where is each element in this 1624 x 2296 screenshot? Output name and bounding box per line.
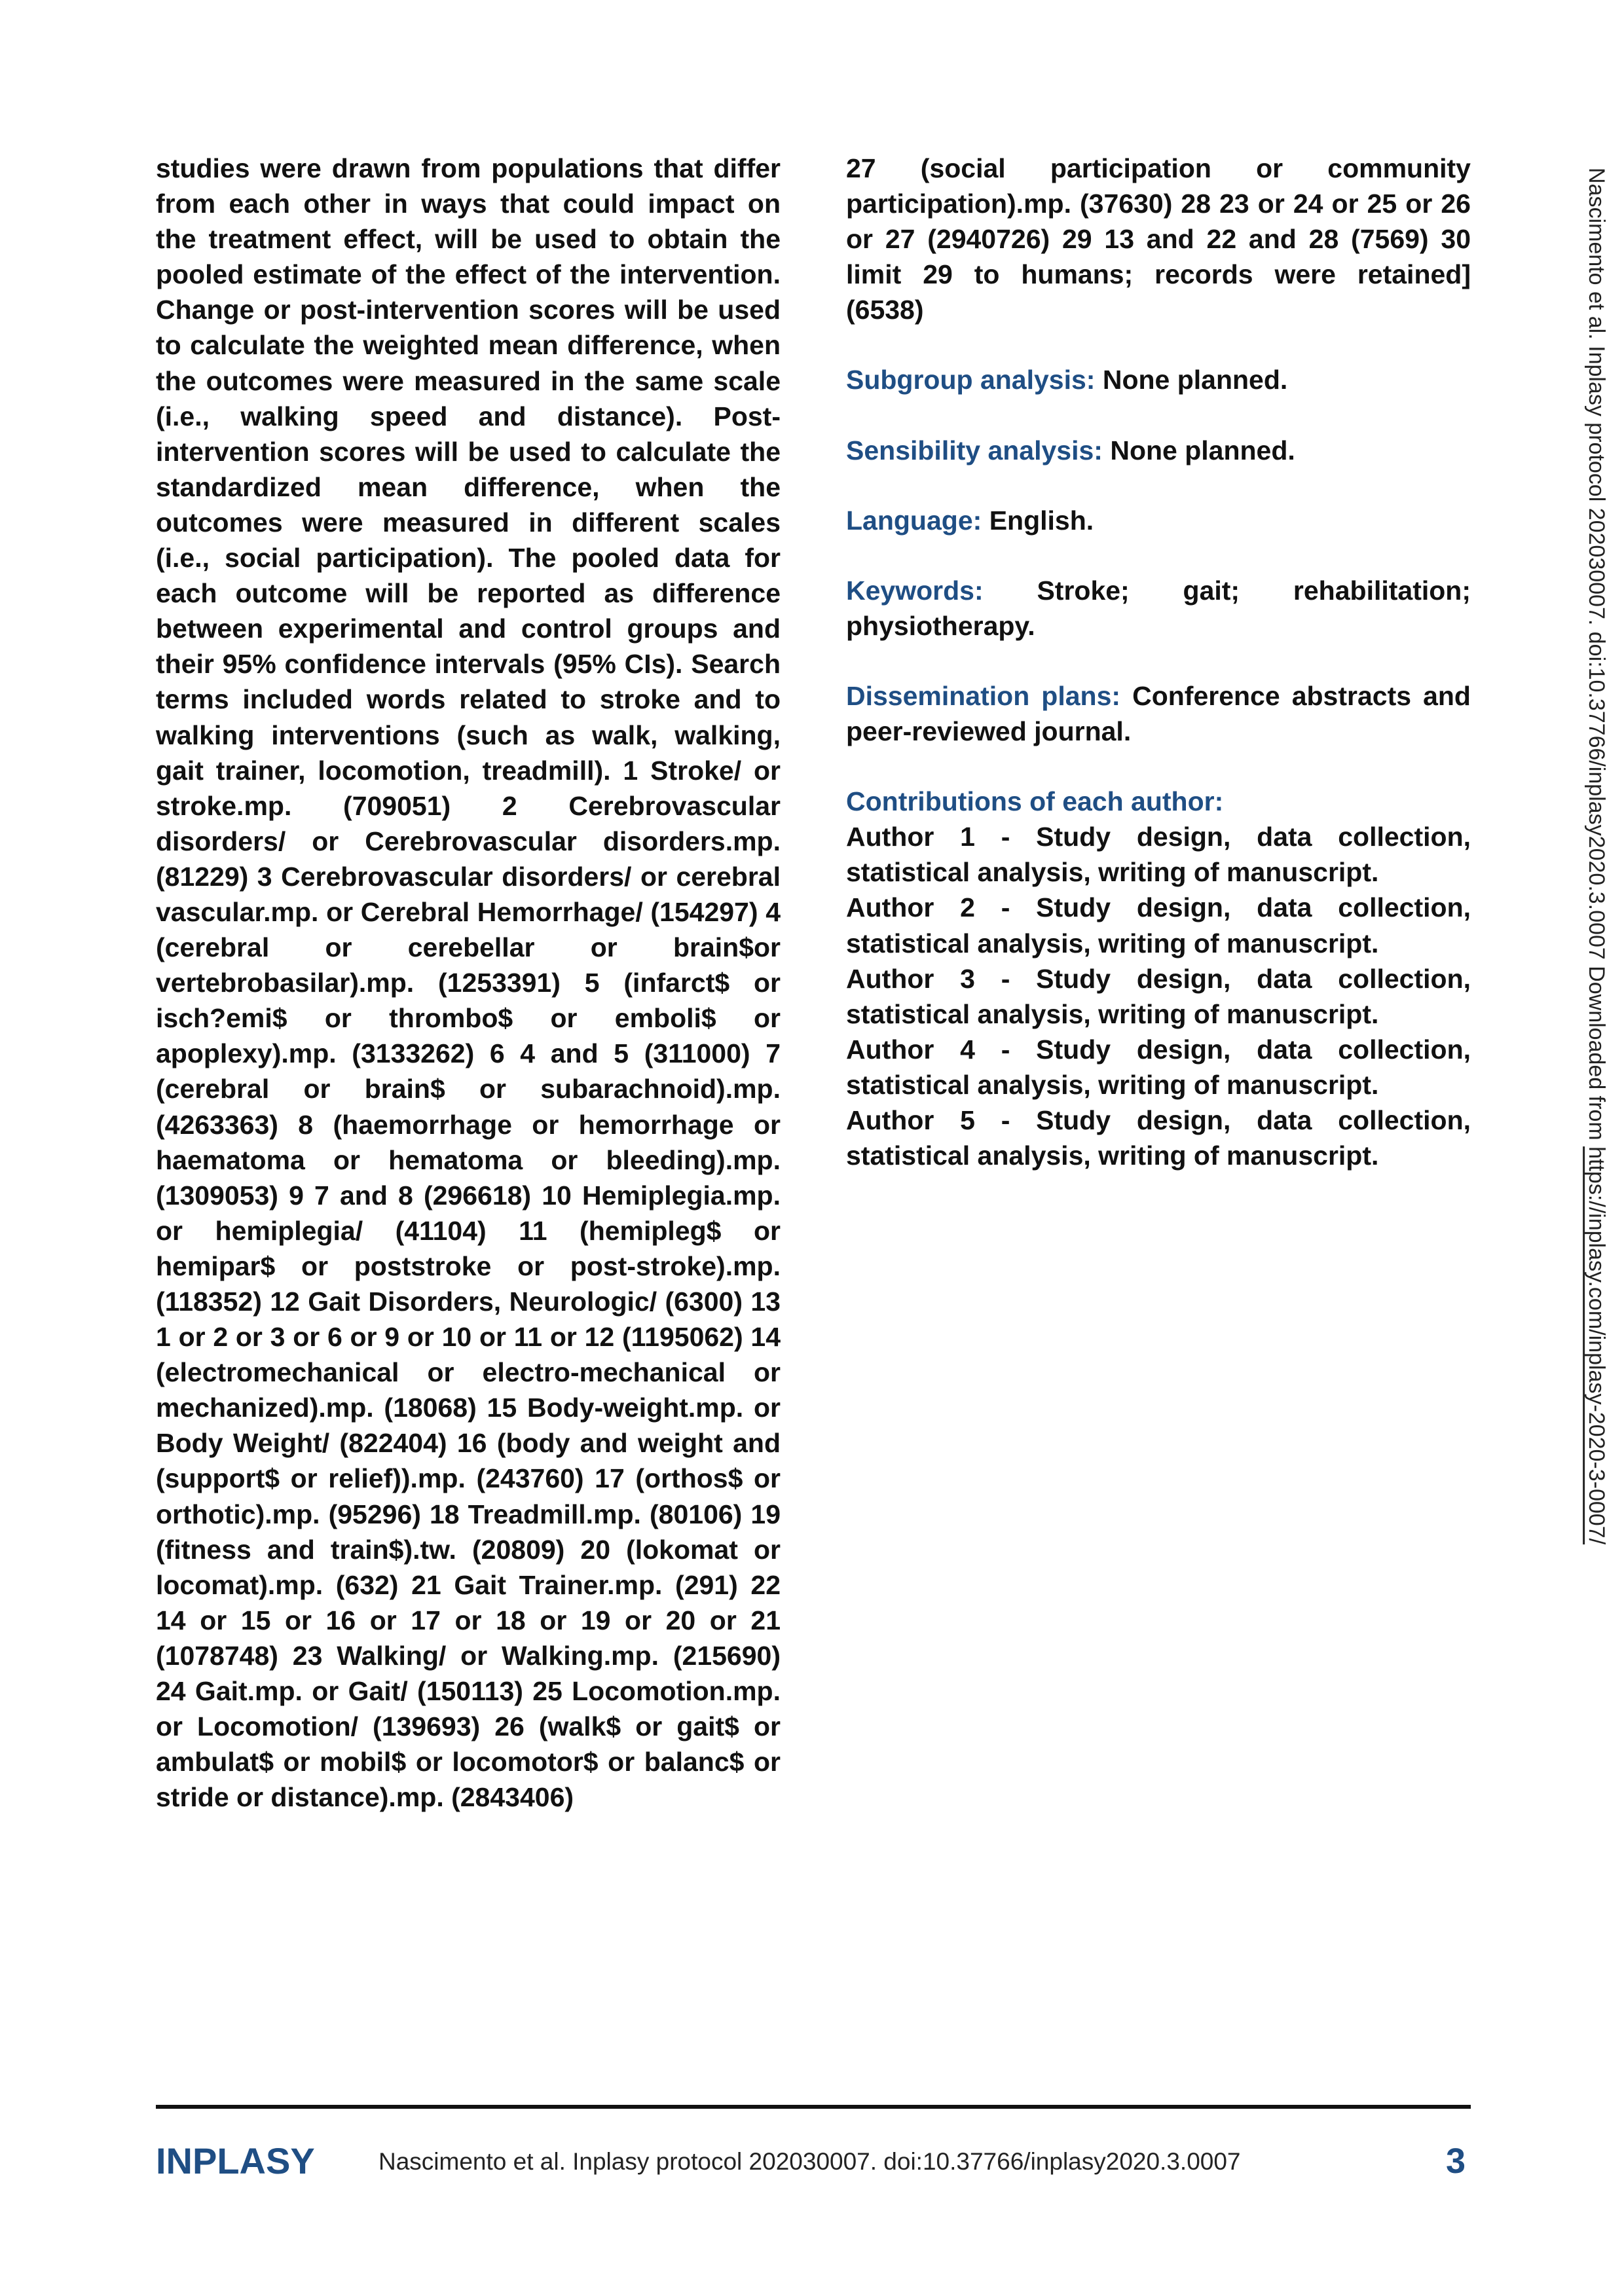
footer-citation: Nascimento et al. Inplasy protocol 202030007. doi:10.37766/inplasy2020.3.0007 bbox=[378, 2148, 1241, 2175]
author-contribution: Author 2 - Study design, data collection, statistical analysis, writing of manuscript. bbox=[846, 892, 1471, 958]
left-column bbox=[156, 151, 781, 1815]
download-link[interactable]: https://inplasy.com/inplasy-2020-3-0007/ bbox=[1584, 1146, 1609, 1545]
page-number: 3 bbox=[1446, 2141, 1466, 2181]
section-value: None planned. bbox=[1102, 435, 1295, 465]
language bbox=[846, 503, 1471, 538]
author-contribution: Author 5 - Study design, data collection, statistical analysis, writing of manuscript. bbox=[846, 1104, 1471, 1171]
section-label: Keywords: bbox=[846, 575, 984, 606]
section-value: English. bbox=[982, 505, 1094, 536]
side-download-note bbox=[1583, 168, 1609, 1544]
author-contribution: Author 3 - Study design, data collection, statistical analysis, writing of manuscript. bbox=[846, 963, 1471, 1029]
section-label: Sensibility analysis: bbox=[846, 435, 1103, 465]
search-strategy-continuation: 27 (social participation or community participation).mp. (37630) 28 23 or 24 or 25 or 26 or 27 (2940726) 29 13 and 22 and 28 (7569) 30 limit 29 to humans; records were retained] (6538) bbox=[846, 153, 1471, 325]
section-label: Subgroup analysis: bbox=[846, 365, 1096, 395]
dissemination-plans bbox=[846, 678, 1471, 749]
section-value: Stroke; gait; rehabilitation; physiotherapy. bbox=[846, 575, 1471, 641]
footer-divider bbox=[156, 2105, 1471, 2109]
section-value: None planned. bbox=[1095, 365, 1288, 395]
inplasy-logo: INPLASY bbox=[156, 2140, 315, 2181]
section-label: Dissemination plans: bbox=[846, 680, 1121, 711]
right-column bbox=[846, 151, 1471, 1173]
subgroup-analysis bbox=[846, 362, 1471, 397]
page-footer bbox=[0, 2138, 1624, 2184]
contributions-section bbox=[846, 784, 1471, 1173]
side-note-text: Nascimento et al. Inplasy protocol 202030007. doi:10.37766/inplasy2020.3.0007 Downloaded from bbox=[1584, 168, 1609, 1147]
contributions-heading: Contributions of each author: bbox=[846, 786, 1224, 817]
section-label: Language: bbox=[846, 505, 982, 536]
author-contribution: Author 4 - Study design, data collection, statistical analysis, writing of manuscript. bbox=[846, 1034, 1471, 1100]
section-value: Conference abstracts and peer-reviewed journal. bbox=[846, 680, 1471, 747]
search-strategy-text: studies were drawn from populations that differ from each other in ways that could impact on the treatment effect, will be used to obtain the pooled estimate of the effect of the intervention. Change or post-intervention scores will be used to calculate the weighted mean difference, when the outcomes were measured in the same scale (i.e., walking speed and distance). Post-intervention scores will be used to calculate the standardized mean difference, when the outcomes were measured in different scales (i.e., social participation). The pooled data for each outcome will be reported as difference between experimental and control groups and their 95% confidence intervals (95% CIs). Search terms included words related to stroke and to walking interventions (such as walk, walking, gait trainer, locomotion, treadmill). 1 Stroke/ or stroke.mp. (709051) 2 Cerebrovascular disorders/ or Cerebrovascular disorders.mp. (81229) 3 Cerebrovascular disorders/ or cerebral vascular.mp. or Cerebral Hemorrhage/ (154297) 4 (cerebral or cerebellar or brain$or vertebrobasilar).mp. (1253391) 5 (infarct$ or isch?emi$ or thrombo$ or emboli$ or apoplexy).mp. (3133262) 6 4 and 5 (311000) 7 (cerebral or brain$ or subarachnoid).mp. (4263363) 8 (haemorrhage or hemorrhage or haematoma or hematoma or bleeding).mp. (1309053) 9 7 and 8 (296618) 10 Hemiplegia.mp. or hemiplegia/ (41104) 11 (hemipleg$ or hemipar$ or poststroke or post-stroke).mp. (118352) 12 Gait Disorders, Neurologic/ (6300) 13 1 or 2 or 3 or 6 or 9 or 10 or 11 or 12 (1195062) 14 (electromechanical or electro-mechanical or mechanized).mp. (18068) 15 Body-weight.mp. or Body Weight/ (822404) 16 (body and weight and (support$ or relief)).mp. (243760) 17 (orthos$ or orthotic).mp. (95296) 18 Treadmill.mp. (80106) 19 (fitness and train$).tw. (20809) 20 (lokomat or locomat).mp. (632) 21 Gait Trainer.mp. (291) 22 14 or 15 or 16 or 17 or 18 or 19 or 20 or 21 (1078748) 23 Walking/ or Walking.mp. (215690) 24 Gait.mp. or Gait/ (150113) 25 Locomotion.mp. or Locomotion/ (139693) 26 (walk$ or gait$ or ambulat$ or mobil$ or locomotor$ or balanc$ or stride or distance).mp. (2843406) bbox=[156, 153, 781, 1813]
author-contribution: Author 1 - Study design, data collection, statistical analysis, writing of manuscript. bbox=[846, 822, 1471, 888]
sensibility-analysis bbox=[846, 433, 1471, 468]
keywords bbox=[846, 573, 1471, 644]
